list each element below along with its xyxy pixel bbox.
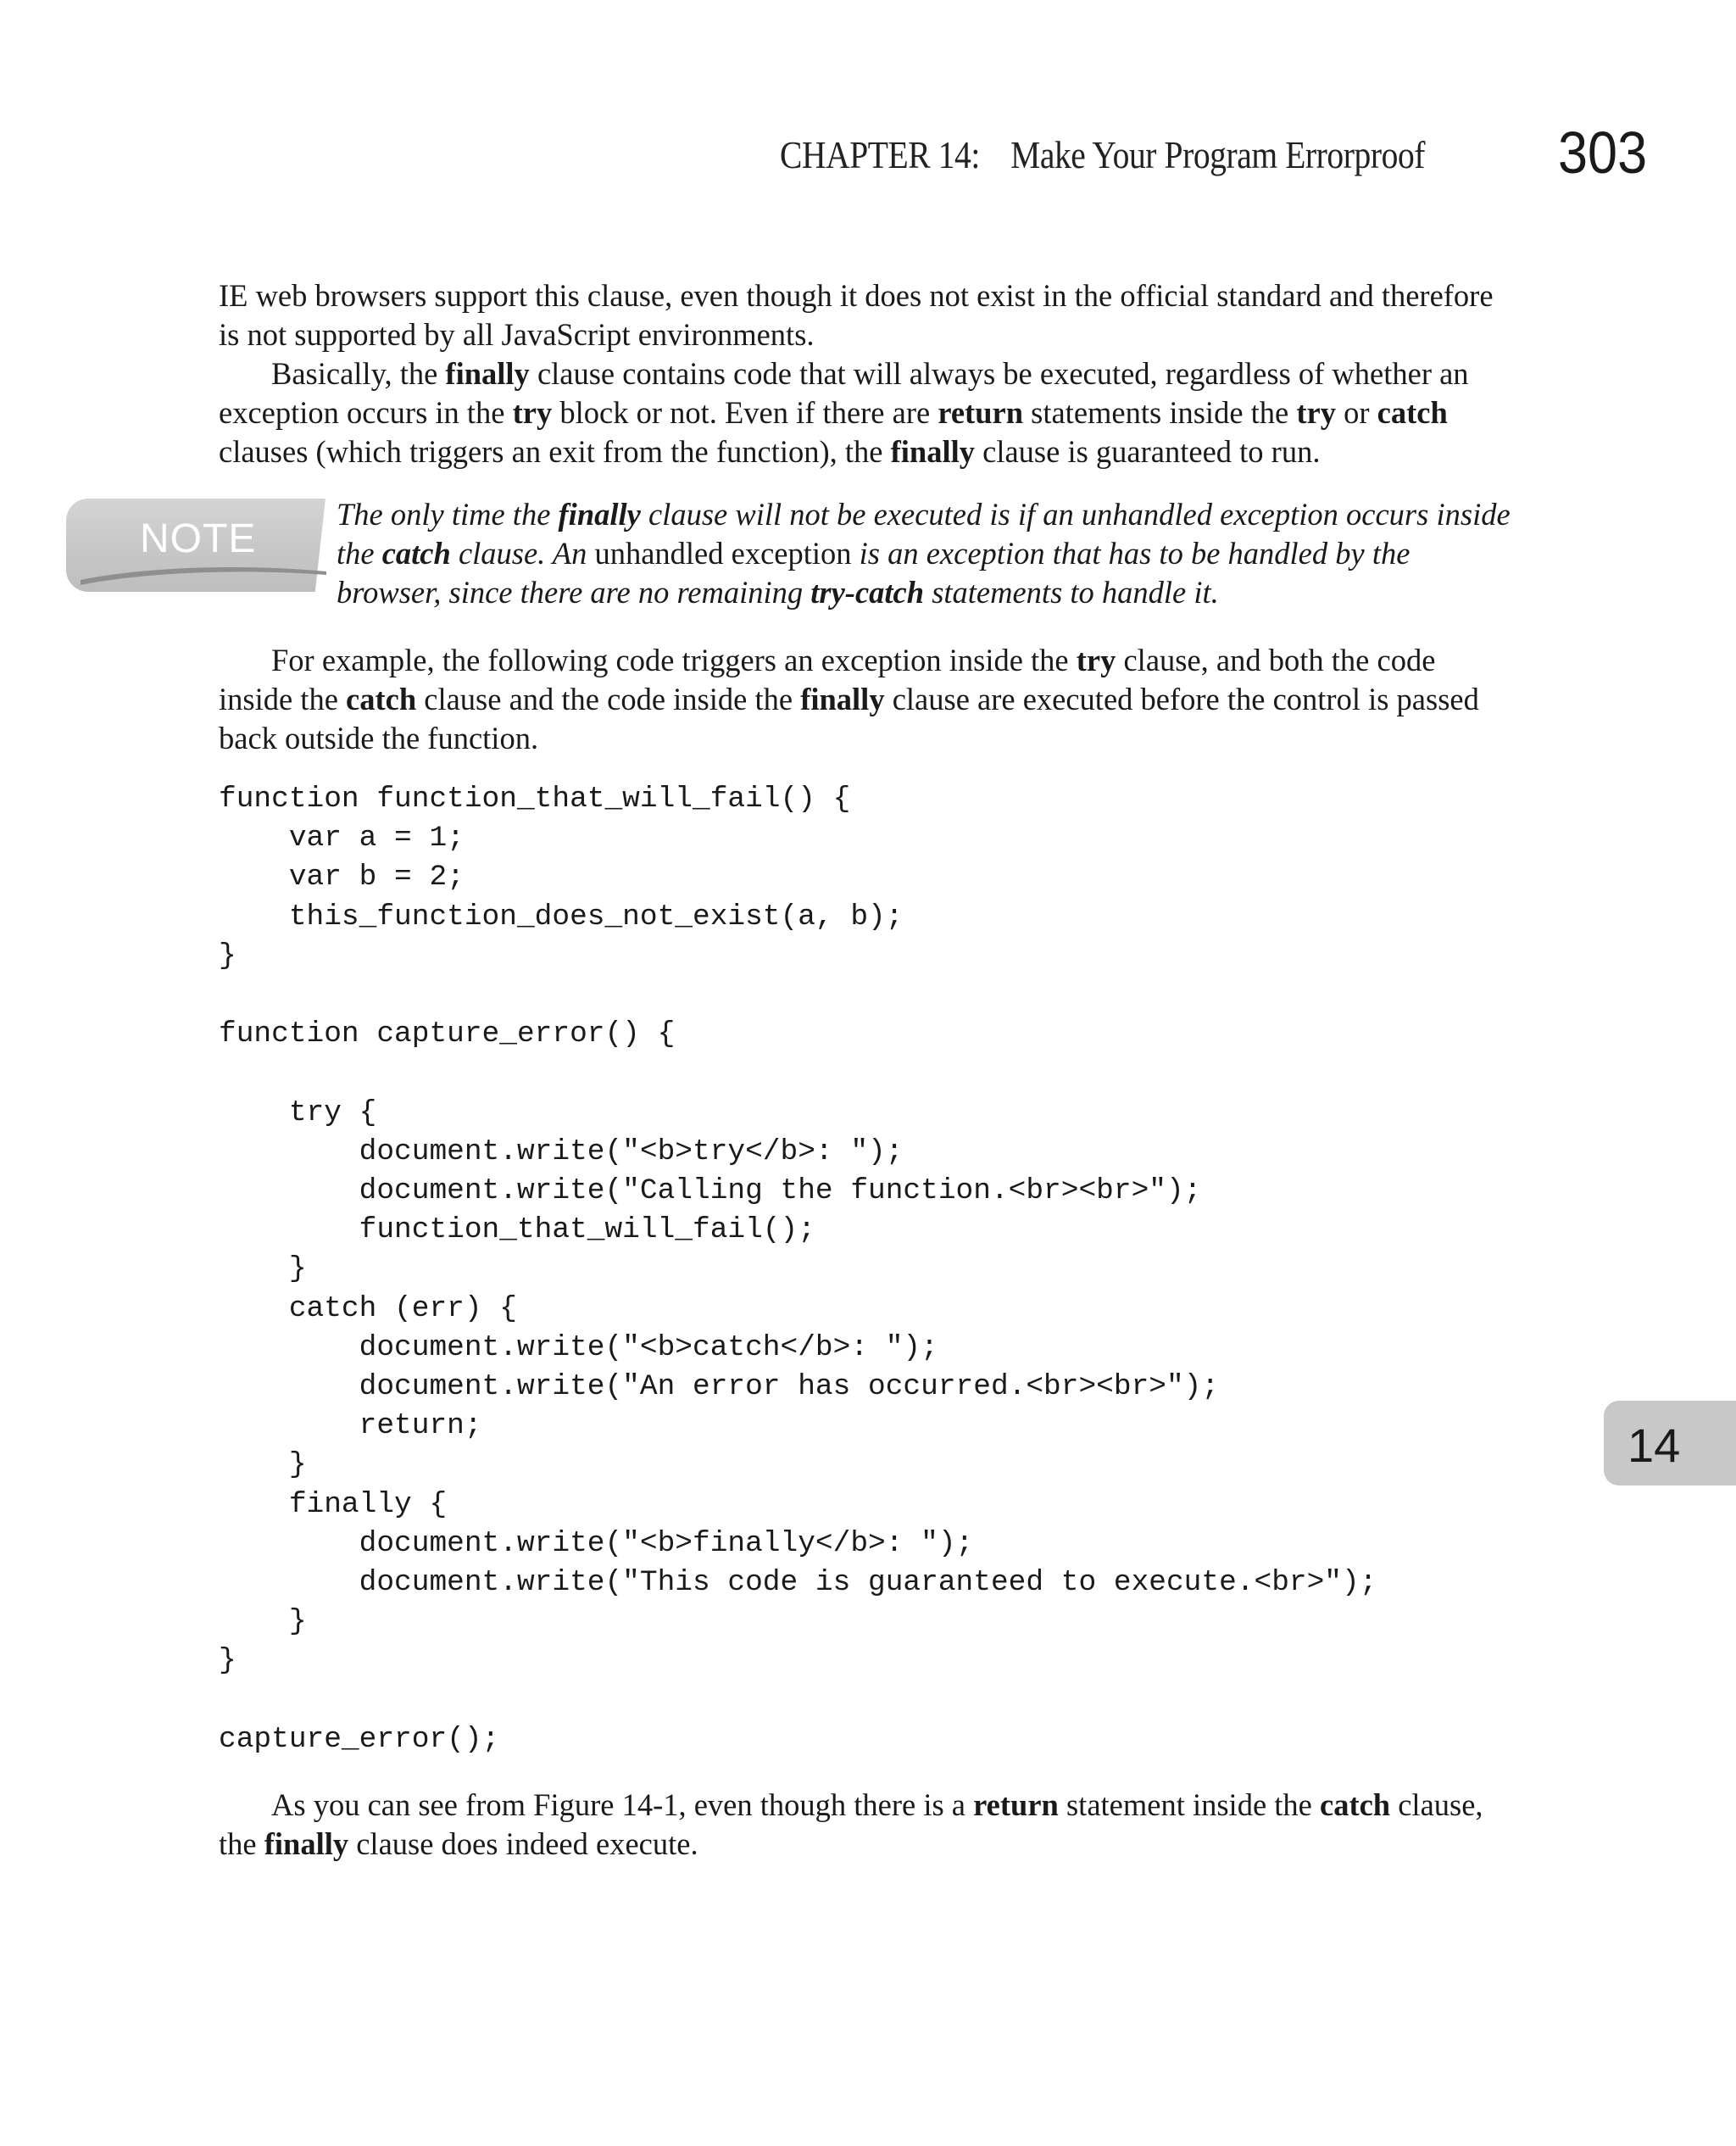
paragraph-continued: IE web browsers support this clause, even though it does not exist in the official standard and therefore is not supported by all JavaScript environments. bbox=[219, 278, 1494, 352]
note-text: The only time the finally clause will not be executed is if an unhandled exception occurs inside the catch clause. An unhandled exception is an exception that has to be handled by the browser, since there are no remaining try-catch statements to handle it. bbox=[337, 497, 1511, 610]
chapter-thumb-tab bbox=[1604, 1401, 1736, 1485]
paragraph-finally-intro: Basically, the finally clause contains code that will always be executed, regardless of whether an exception occurs in the try block or not. Even if there are return statements inside the try or catch clauses (which triggers an exit from the function), the finally clause is guaranteed to run. bbox=[219, 356, 1469, 469]
keyword-catch: catch bbox=[1377, 395, 1448, 430]
note-swoosh-icon bbox=[81, 561, 326, 587]
keyword-try: try bbox=[1296, 395, 1336, 430]
running-head bbox=[780, 132, 1426, 177]
keyword-return: return bbox=[938, 395, 1024, 430]
note-label: NOTE bbox=[140, 516, 257, 561]
chapter-tab-number: 14 bbox=[1628, 1419, 1681, 1472]
chapter-title: Make Your Program Errorproof bbox=[1010, 133, 1426, 176]
chapter-label: CHAPTER 14: bbox=[780, 133, 980, 176]
keyword-try: try bbox=[512, 395, 553, 430]
page-number: 303 bbox=[1558, 120, 1648, 186]
code-listing: function function_that_will_fail() { var a = 1; var b = 2; this_function_does_not_exist(a, b); } function capture_error() { try { document.write("<b>try</b>: "); document.write("Calling the function.<br><br>"); function_that_will_fail(); } catch (err) { document.write("<b>catch</b>: "); document.write("An error has occurred.<br><br>"); return; } finally { document.write("<b>finally</b>: "); document.write("This code is guaranteed to execute.<br>"); } } capture_error(); bbox=[219, 783, 1377, 1756]
paragraph-conclusion: As you can see from Figure 14-1, even though there is a return statement inside the catch clause, the finally clause does indeed execute. bbox=[219, 1787, 1483, 1861]
keyword-finally: finally bbox=[890, 434, 976, 469]
paragraph-example: For example, the following code triggers an exception inside the try clause, and both the code inside the catch clause and the code inside the finally clause are executed before the control is passed back outside the function. bbox=[219, 643, 1479, 755]
keyword-finally: finally bbox=[445, 356, 530, 391]
